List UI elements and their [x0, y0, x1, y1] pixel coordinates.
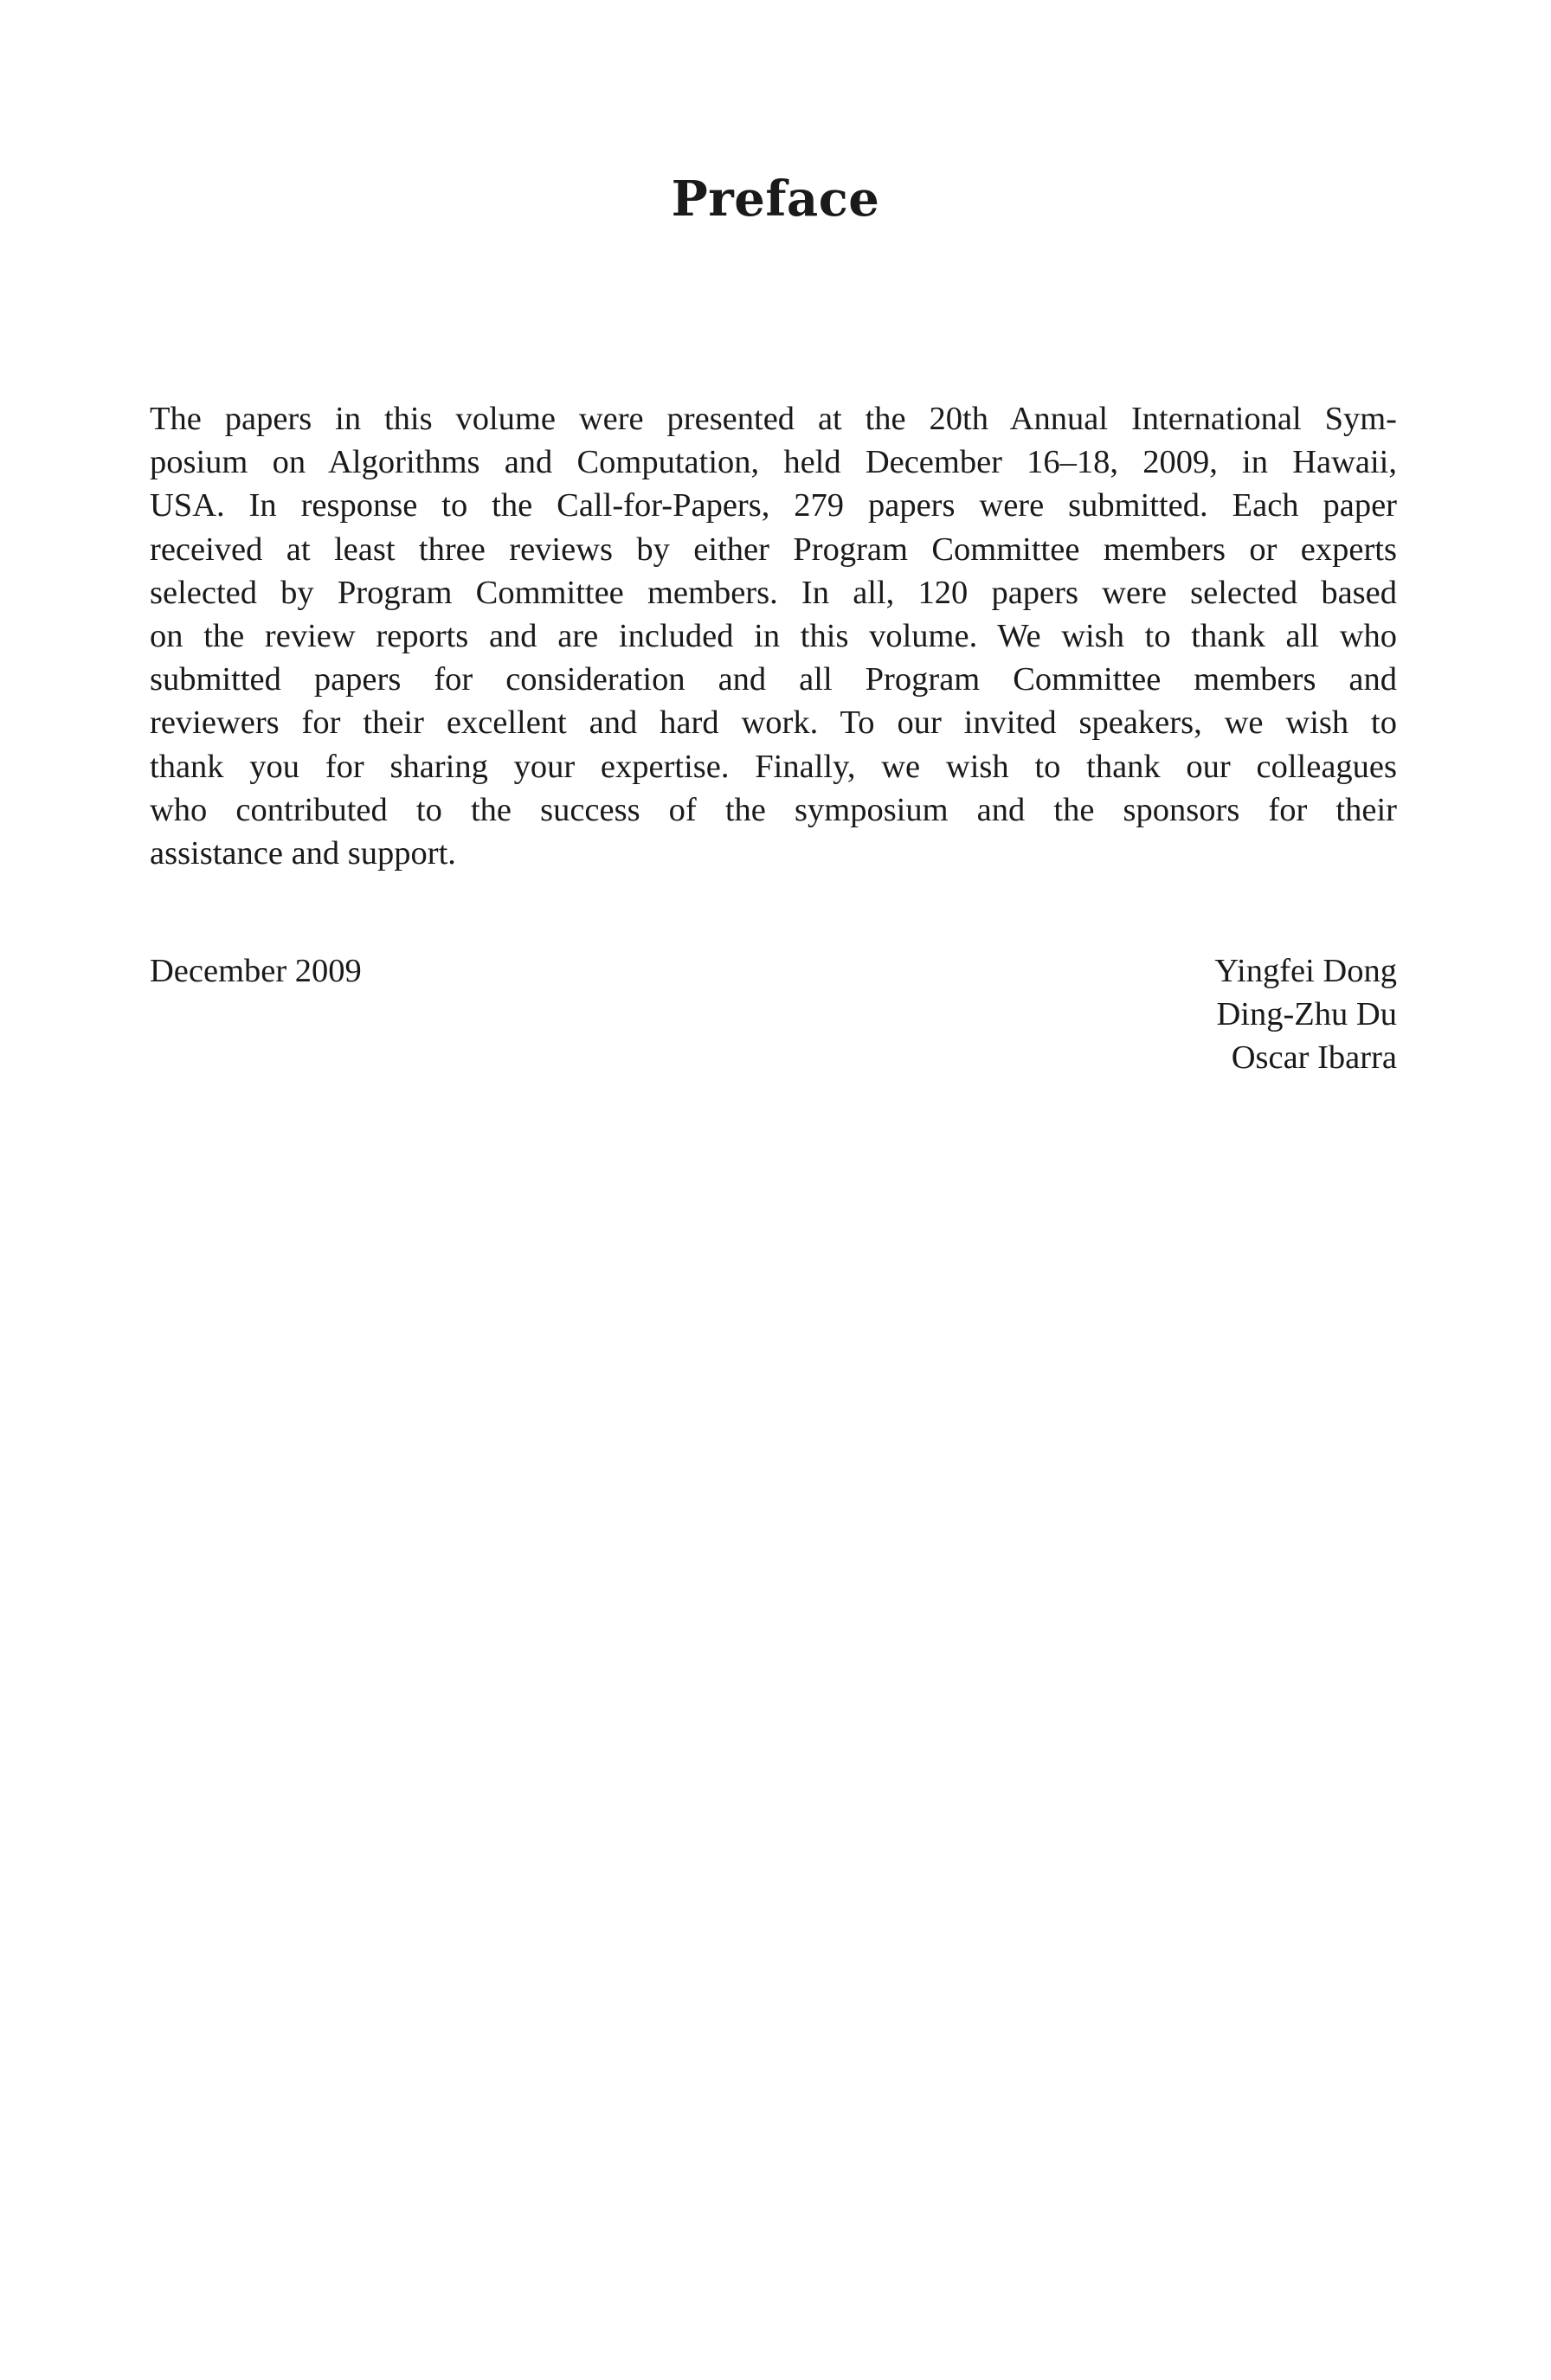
author-list [1214, 949, 1397, 1079]
paragraph-line: selected by Program Committee members. In all, 120 papers were selected based [150, 574, 1397, 611]
paragraph-line: submitted papers for consideration and all Program Committee members and [150, 661, 1397, 698]
paragraph-line: thank you for sharing your expertise. Finally, we wish to thank our colleagues [150, 748, 1397, 785]
paragraph-line: assistance and support. [150, 835, 456, 872]
paragraph-line: The papers in this volume were presented at the 20th Annual International Sym- [150, 401, 1397, 437]
paragraph-line: reviewers for their excellent and hard work. To our invited speakers, we wish to [150, 704, 1397, 742]
preface-paragraph [150, 397, 1397, 875]
paragraph-line: received at least three reviews by either Program Committee members or experts [150, 531, 1397, 568]
paragraph-line: on the review reports and are included in this volume. We wish to thank all who [150, 618, 1397, 655]
paragraph-line: who contributed to the success of the symposium and the sponsors for their [150, 791, 1397, 828]
author-name: Yingfei Dong [1214, 953, 1397, 989]
author-name: Oscar Ibarra [1231, 1039, 1397, 1076]
paragraph-line: USA. In response to the Call-for-Papers, 279 papers were submitted. Each paper [150, 487, 1397, 524]
preface-date: December 2009 [150, 953, 362, 989]
author-name: Ding-Zhu Du [1216, 996, 1397, 1032]
paragraph-line: posium on Algorithms and Computation, held December 16–18, 2009, in Hawaii, [150, 444, 1397, 481]
page-title: Preface [671, 170, 880, 228]
